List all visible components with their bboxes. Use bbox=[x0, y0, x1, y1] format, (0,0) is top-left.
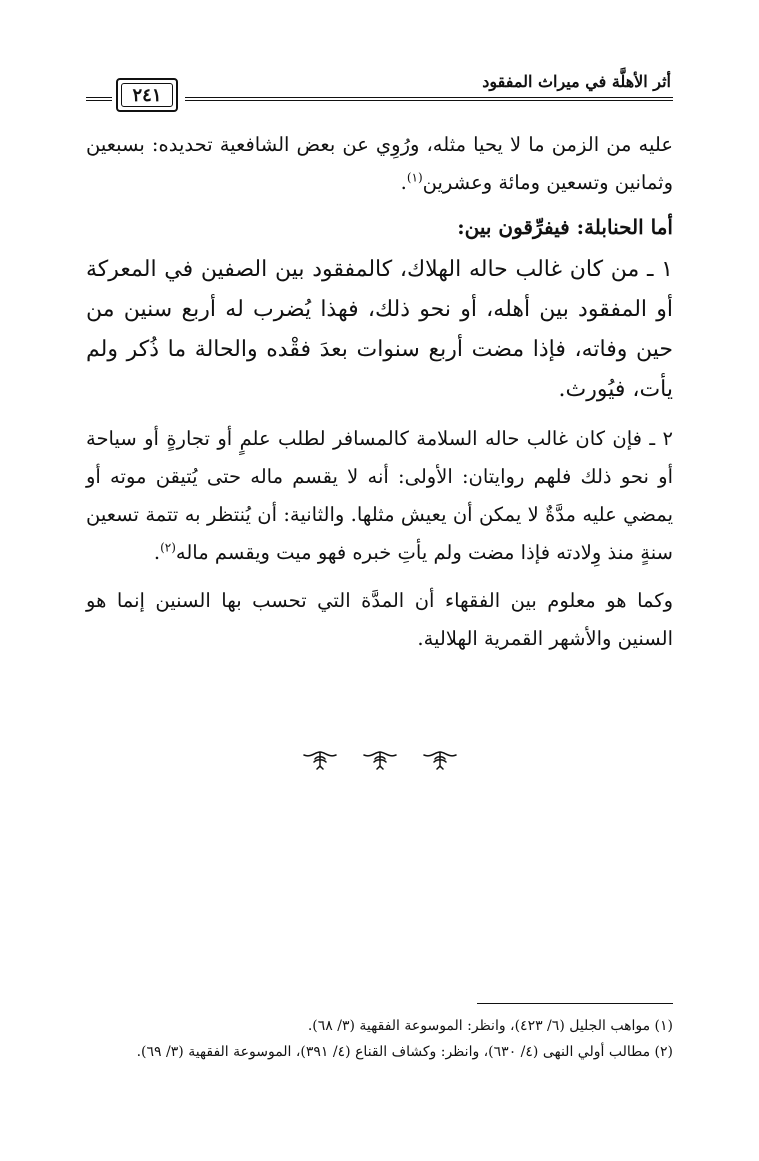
paragraph-4: وكما هو معلوم بين الفقهاء أن المدَّة التي تحسب بها السنين إنما هو السنين والأشهر القمرية الهلالية. bbox=[86, 589, 673, 650]
footnotes bbox=[76, 1014, 673, 1066]
footnote-1: (١) مواهب الجليل (٦/ ٤٢٣)، وانظر: الموسوعة الفقهية (٣/ ٦٨). bbox=[307, 1018, 673, 1034]
page-number: ٢٤١ bbox=[132, 84, 162, 106]
page-number-box bbox=[116, 78, 178, 112]
paragraph-1 bbox=[86, 126, 673, 202]
paragraph-1-end: . bbox=[400, 171, 407, 194]
paragraph-3-end: . bbox=[153, 541, 161, 564]
paragraph-3-text: ٢ ـ فإن كان غالب حاله السلامة كالمسافر لطلب علمٍ أو تجارةٍ أو سياحة أو نحو ذلك فلهم روايتان: الأولى: أنه لا يقسم ماله حتى يُتيقن موته أو يمضي عليه مدَّةٌ لا يمكن أن يعيش مثلها. والثانية: أن يُنتظر به تتمة تسعين سنةٍ منذ وِلادته فإذا مضت ولم يأتِ خبره فهو ميت ويقسم ماله bbox=[86, 427, 673, 564]
footnote-2: (٢) مطالب أولي النهى (٤/ ٦٣٠)، وانظر: وكشاف القناع (٤/ ٣٩١)، الموسوعة الفقهية (٣/ ٦٩). bbox=[136, 1044, 673, 1060]
paragraph-3 bbox=[86, 420, 673, 572]
ornament-icon bbox=[301, 748, 339, 770]
header-rule bbox=[185, 97, 673, 101]
running-title: أثر الأهلَّة في ميراث المفقود bbox=[482, 72, 671, 91]
paragraph-1-text: عليه من الزمن ما لا يحيا مثله، ورُوِي عن بعض الشافعية تحديده: بسبعين وثمانين وتسعين ومائة وعشرين bbox=[86, 133, 673, 194]
paragraph-2: ١ ـ من كان غالب حاله الهلاك، كالمفقود بين الصفين في المعركة أو المفقود بين أهله، أو نحو ذلك، فهذا يُضرب له أربع سنين من حين وفاته، فإذا مضت أربع سنوات بعدَ فقْده والحالة ما ذُكر ولم يأت، فيُورث. bbox=[86, 257, 674, 402]
footnote-separator bbox=[477, 1003, 673, 1004]
ornament-icon bbox=[421, 748, 459, 770]
main-text bbox=[86, 126, 673, 658]
ornament-divider bbox=[0, 748, 759, 770]
footnote-ref-2: (٢) bbox=[160, 540, 176, 555]
ornament-icon bbox=[361, 748, 399, 770]
subheading: أما الحنابلة: فيفرِّقون بين: bbox=[457, 215, 673, 239]
footnote-ref-1: (١) bbox=[406, 170, 423, 185]
header-rule-left bbox=[86, 97, 112, 101]
